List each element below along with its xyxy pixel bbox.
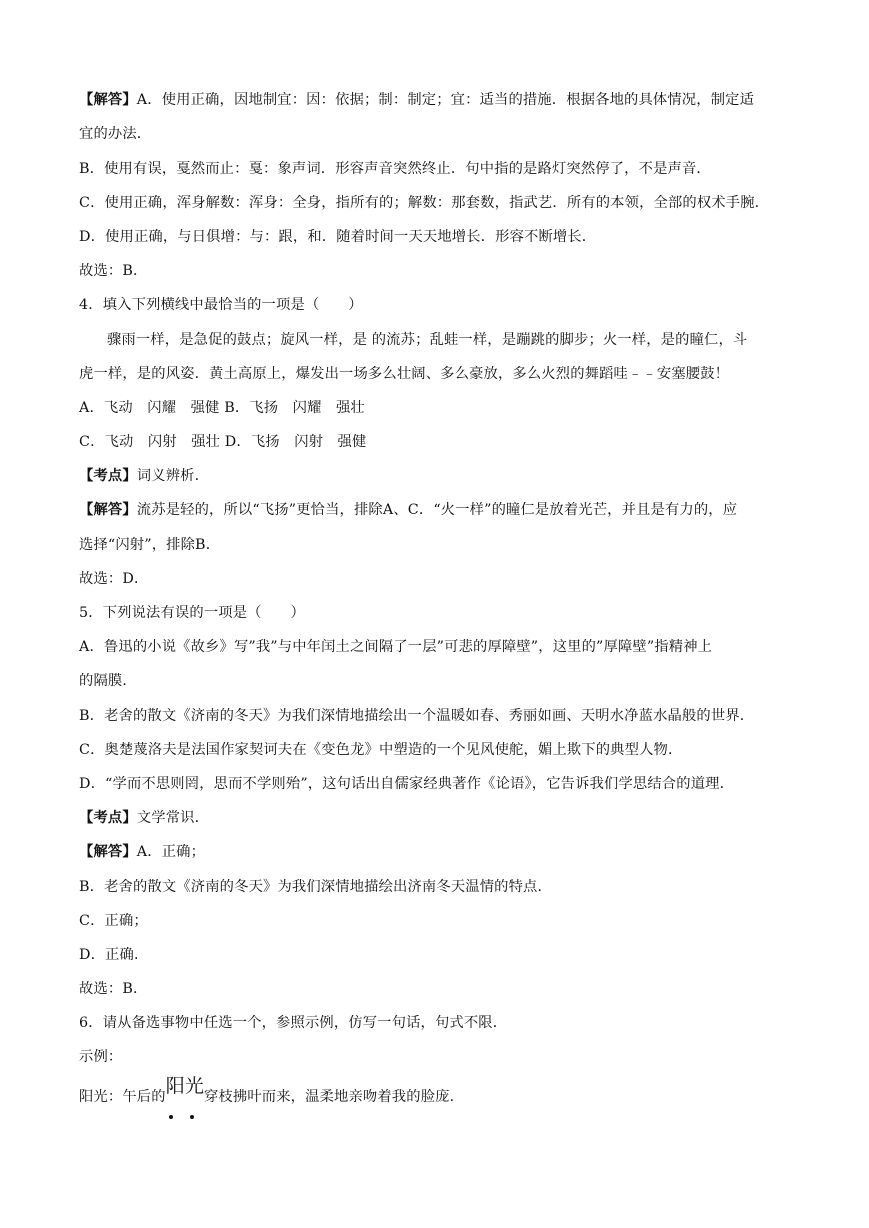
line-text: 词义辨析．	[136, 468, 210, 484]
example-after: 穿枝拂叶而来，温柔地亲吻着我的脸庞．	[204, 1089, 465, 1105]
text-line: 故选：B．	[79, 981, 148, 997]
text-line: D．使用正确，与日俱增：与：跟，和．随着时间一天天地增长．形容不断增长．	[79, 229, 597, 245]
kaodian-tag: 【考点】	[79, 468, 137, 484]
option-line: A．鲁迅的小说《故乡》写”我”与中年闰土之间隔了一层”可悲的厚障壁”，这里的”厚障壁”指精神上	[79, 639, 713, 655]
text-line: D．正确．	[79, 947, 149, 963]
option-line: D．“学而不思则罔，思而不学则殆”，这句话出自儒家经典著作《论语》，它告诉我们学思结合的道理．	[79, 776, 735, 792]
option-line: 的隔膜．	[79, 673, 137, 689]
kaodian-line	[79, 808, 799, 828]
answer-tag: 【解答】	[79, 502, 137, 518]
example-line	[79, 1075, 799, 1107]
emphasis-dot	[190, 1115, 194, 1119]
kaodian-line	[79, 466, 799, 486]
text-line: B．老舍的散文《济南的冬天》为我们深情地描绘出济南冬天温情的特点．	[79, 879, 552, 895]
example-before: 阳光：午后的	[79, 1089, 166, 1105]
text-line: C．正确；	[79, 913, 148, 929]
answer-line	[79, 500, 799, 520]
kaodian-tag: 【考点】	[79, 810, 137, 826]
option-line: C．飞动 闪射 强壮 D．飞扬 闪射 强健	[79, 434, 367, 450]
emphasis-text: 阳光	[165, 1075, 204, 1097]
question-5: 5．下列说法有误的一项是（ ）	[79, 605, 305, 621]
text-line: C．使用正确，浑身解数：浑身：全身，指所有的；解数：那套数，指武艺．所有的本领，全部的权术手腕．	[79, 195, 770, 211]
line-text: A．正确；	[136, 844, 206, 860]
text-line: B．使用有误，戛然而止：戛：象声词．形容声音突然终止．句中指的是路灯突然停了，不是声音．	[79, 161, 711, 177]
text-line: 故选：B．	[79, 263, 148, 279]
question-6: 6．请从备选事物中任选一个，参照示例，仿写一句话，句式不限．	[79, 1015, 508, 1031]
line-text: 文学常识．	[136, 810, 210, 826]
option-line: B．老舍的散文《济南的冬天》为我们深情地描绘出一个温暖如春、秀丽如画、天明水净蓝水晶般的世界．	[79, 708, 755, 724]
emphasis-word	[165, 1075, 204, 1107]
answer-line	[79, 842, 799, 862]
answer-tag: 【解答】	[79, 844, 137, 860]
emphasis-dot	[169, 1115, 173, 1119]
passage-line: 骤雨一样，是急促的鼓点；旋风一样，是 的流苏；乱蛙一样，是蹦跳的脚步；火一样，是的瞳仁，斗	[107, 332, 748, 348]
answer-tag: 【解答】	[79, 92, 137, 108]
text-line: 选择“闪射”，排除B．	[79, 537, 221, 553]
question-4: 4．填入下列横线中最恰当的一项是（ ）	[79, 297, 363, 313]
option-line: A．飞动 闪耀 强健 B．飞扬 闪耀 强壮	[79, 400, 365, 416]
line-text: 流苏是轻的，所以“飞扬”更恰当，排除A、C．“火一样”的瞳仁是放着光芒，并且是有力的，应	[136, 502, 738, 518]
answer-line	[79, 90, 799, 110]
text-line: 宜的办法．	[79, 126, 152, 142]
text-line: 示例：	[79, 1049, 123, 1065]
text-line: 故选：D．	[79, 571, 149, 587]
passage-line: 虎一样，是的风姿．黄土高原上，爆发出一场多么壮阔、多么豪放，多么火烈的舞蹈哇﹣﹣安塞腰鼓！	[79, 366, 730, 382]
line-text: A．使用正确，因地制宜：因：依据；制：制定；宜：适当的措施．根据各地的具体情况，制定适	[136, 92, 755, 108]
option-line: C．奥楚蔑洛夫是法国作家契诃夫在《变色龙》中塑造的一个见风使舵，媚上欺下的典型人物．	[79, 742, 683, 758]
